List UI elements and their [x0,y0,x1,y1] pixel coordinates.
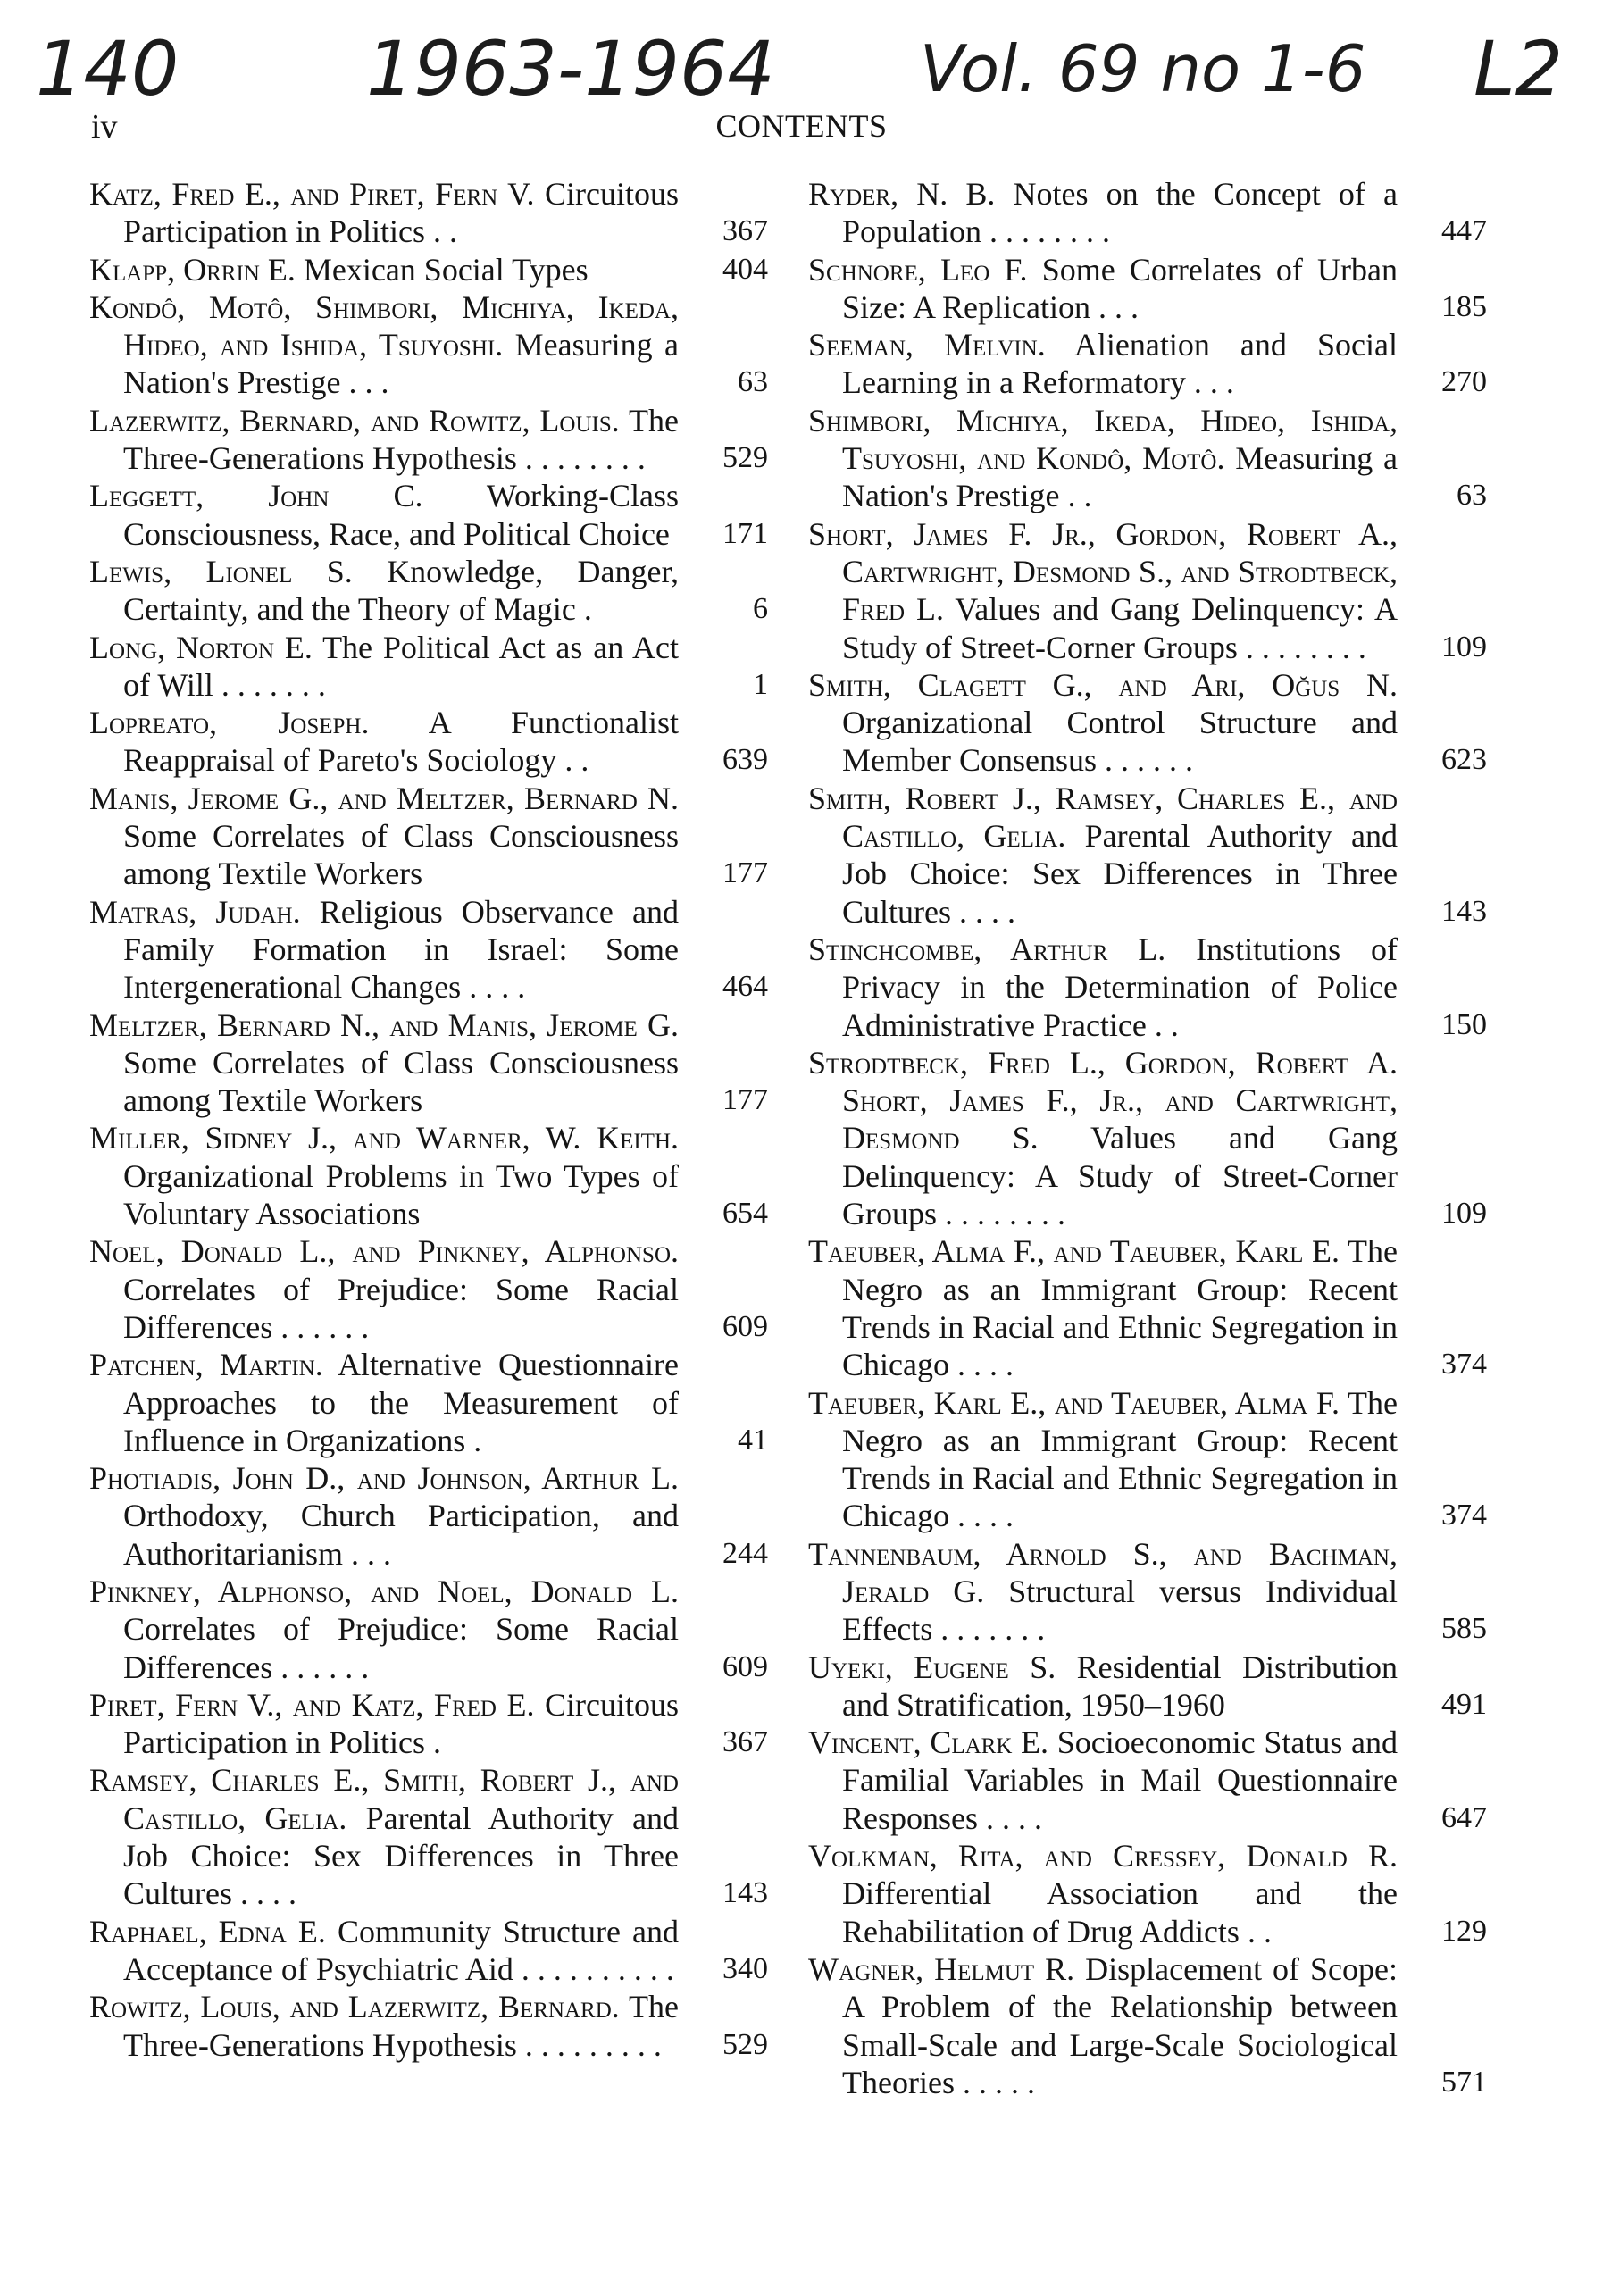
toc-entry [89,629,768,705]
entry-title: Displacement of Scope: A Problem of the Relationship between Small-Scale and Large-Scale Sociological Theories . . . . . [842,1950,1398,2100]
entry-author: Schnore, Leo F. [808,251,1028,288]
entry-title: Community Structure and Acceptance of Psychiatric Aid . . . . . . . . . . [123,1913,680,1987]
entry-title: Measuring a Nation's Prestige . . [842,440,1398,514]
entry-page-number: 654 [722,1197,768,1231]
entry-title: Orthodoxy, Church Participation, and Authoritarianism . . . [123,1498,679,1572]
entry-author: Lewis, Lionel S. [89,553,353,589]
toc-entry [89,1459,768,1573]
entry-author: Photiadis, John D., and Johnson, Arthur L. [89,1460,679,1497]
entry-author: Katz, Fred E., and Piret, Fern V. [89,176,535,212]
entry-title: Some Correlates of Class Consciousness among Textile Workers [123,818,679,892]
entry-title: Parental Authority and Job Choice: Sex Differences in Three Cultures . . . . [123,1799,679,1912]
entry-author: Ramsey, Charles E., Smith, Robert J., and Castillo, Gelia. [89,1762,679,1836]
entry-author: Taeuber, Karl E., and Taeuber, Alma F. [808,1384,1340,1421]
entry-title: A Functionalist Reappraisal of Pareto's Sociology . . [123,705,680,779]
entry-page-number: 639 [722,743,768,777]
entry-page-number: 491 [1441,1687,1487,1721]
entry-author: Manis, Jerome G., and Meltzer, Bernard N. [89,780,679,816]
entry-title: Organizational Problems in Two Types of Voluntary Associations [123,1157,679,1232]
entry-author: Strodtbeck, Fred L., Gordon, Robert A. Short, James F., Jr., and Cartwright, Desmond S. [808,1044,1398,1156]
entry-title: Socioeconomic Status and Familial Variables in Mail Questionnaire Responses . . . . [842,1724,1398,1836]
toc-entry [808,251,1487,327]
entry-author: Leggett, John C. [89,478,423,514]
entry-author: Rowitz, Louis, and Lazerwitz, Bernard. [89,1989,620,2025]
entry-author: Seeman, Melvin. [808,327,1046,363]
toc-entry [808,1384,1487,1535]
toc-entry [89,780,768,893]
entry-author: Patchen, Martin. [89,1347,323,1383]
page-heading: CONTENTS [715,108,888,144]
entry-title: Notes on the Concept of a Population . . . . . . . . [842,176,1398,250]
entry-page-number: 529 [722,441,768,475]
entry-title: Alienation and Social Learning in a Reformatory . . . [842,327,1398,401]
entry-page-number: 177 [722,1083,768,1117]
entry-page-number: 585 [1441,1612,1487,1646]
entry-page-number: 109 [1441,630,1487,664]
entry-title: Parental Authority and Job Choice: Sex Differences in Three Cultures . . . . [842,818,1398,930]
toc-entry [808,931,1487,1044]
handwritten-code: L2 [1474,25,1564,113]
entry-page-number: 109 [1441,1197,1487,1231]
entry-title: Alternative Questionnaire Approaches to the Measurement of Influence in Organizations . [123,1347,679,1458]
toc-entry [89,288,768,402]
entry-author: Klapp, Orrin E. [89,251,296,288]
toc-entry [89,1119,768,1232]
entry-author: Kondô, Motô, Shimbori, Michiya, Ikeda, Hideo, and Ishida, Tsuyoshi. [89,288,679,363]
entry-author: Raphael, Edna E. [89,1913,326,1950]
entry-page-number: 63 [1457,479,1487,513]
entry-title: The Negro as an Immigrant Group: Recent Trends in Racial and Ethnic Segregation in Chicago . . . . [842,1384,1398,1534]
entry-title: The Three-Generations Hypothesis . . . . . . . . . [123,1989,679,2063]
entry-page-number: 129 [1441,1914,1487,1948]
toc-entry [808,1950,1487,2101]
entry-title: The Political Act as an Act of Will . . . . . . . [123,629,679,703]
entry-title: The Three-Generations Hypothesis . . . . . . . . [123,402,679,477]
entry-author: Pinkney, Alphonso, and Noel, Donald L. [89,1573,679,1609]
entry-author: Short, James F. Jr., Gordon, Robert A., Cartwright, Desmond S., and Strodtbeck, Fred L. [808,515,1398,628]
handwritten-number: 140 [36,25,180,113]
entry-author: Wagner, Helmut R. [808,1950,1075,1987]
toc-entry [808,666,1487,780]
toc-entry [808,515,1487,666]
entry-title: Knowledge, Danger, Certainty, and the Theory of Magic . [123,553,680,628]
entry-title: Organizational Control Structure and Member Consensus . . . . . . [842,705,1398,779]
entry-title: Working-Class Consciousness, Race, and Political Choice [123,478,679,552]
toc-entry [89,251,768,288]
entry-author: Tannenbaum, Arnold S., and Bachman, Jerald G. [808,1535,1398,1609]
toc-entry [89,1913,768,1989]
entry-title: Some Correlates of Class Consciousness among Textile Workers [123,1044,679,1119]
entry-page-number: 150 [1441,1007,1487,1041]
entry-page-number: 171 [722,516,768,550]
entry-title: Values and Gang Delinquency: A Study of Street-Corner Groups . . . . . . . . [842,591,1398,665]
entry-author: Uyeki, Eugene S. [808,1649,1056,1685]
toc-entry [89,1006,768,1120]
entry-author: Miller, Sidney J., and Warner, W. Keith. [89,1120,679,1156]
entry-title: Institutions of Privacy in the Determination of Police Administrative Practice . . [842,931,1398,1043]
handwritten-volume: Vol. 69 no 1-6 [920,31,1366,106]
entry-page-number: 529 [722,2027,768,2061]
toc-entry [89,1761,768,1912]
entry-author: Meltzer, Bernard N., and Manis, Jerome G. [89,1006,679,1043]
entry-author: Volkman, Rita, and Cressey, Donald R. [808,1838,1398,1874]
entry-title: Circuitous Participation in Politics . . [123,176,679,250]
entry-author: Vincent, Clark E. [808,1724,1049,1761]
entry-page-number: 340 [722,1951,768,1985]
toc-entry [808,326,1487,402]
entry-page-number: 270 [1441,365,1487,399]
page-roman-numeral: iv [91,108,118,146]
entry-author: Long, Norton E. [89,629,313,665]
right-column [808,175,1487,2101]
entry-author: Smith, Clagett G., and Ari, Oğus N. [808,666,1398,703]
toc-entry [808,1535,1487,1649]
toc-entry [89,553,768,629]
entry-author: Shimbori, Michiya, Ikeda, Hideo, Ishida, Tsuyoshi, and Kondô, Motô. [808,402,1398,477]
entry-title: Religious Observance and Family Formation in Israel: Some Intergenerational Changes . . . . [123,893,679,1006]
entry-title: Mexican Social Types [303,251,589,288]
entry-page-number: 609 [722,1309,768,1343]
toc-entry [89,1232,768,1346]
toc-entry [89,704,768,780]
entry-title: Circuitous Participation in Politics . [123,1686,679,1761]
toc-entry [808,1724,1487,1837]
toc-entry [89,402,768,478]
entry-page-number: 143 [1441,894,1487,928]
entry-page-number: 177 [722,856,768,890]
toc-entry [89,1988,768,2064]
entry-page-number: 447 [1441,214,1487,248]
entry-page-number: 374 [1441,1348,1487,1382]
entry-page-number: 367 [722,214,768,248]
entry-page-number: 571 [1441,2065,1487,2099]
entry-page-number: 623 [1441,743,1487,777]
entry-page-number: 647 [1441,1800,1487,1834]
toc-entry [808,175,1487,251]
toc-entry [89,893,768,1006]
toc-entry [808,780,1487,931]
entry-page-number: 404 [722,252,768,286]
entry-title: Measuring a Nation's Prestige . . . [123,327,679,401]
toc-entry [89,1686,768,1762]
handwritten-annotation [36,20,1564,118]
entry-page-number: 185 [1441,289,1487,323]
entry-author: Piret, Fern V., and Katz, Fred E. [89,1686,535,1723]
entry-page-number: 374 [1441,1499,1487,1532]
entry-title: Some Correlates of Urban Size: A Replication . . . [842,251,1398,325]
toc-entry [808,1232,1487,1383]
toc-entry [808,402,1487,515]
entry-title: Structural versus Individual Effects . . . . . . . [842,1573,1398,1648]
entry-title: Differential Association and the Rehabilitation of Drug Addicts . . [842,1875,1398,1950]
entry-title: The Negro as an Immigrant Group: Recent Trends in Racial and Ethnic Segregation in Chicago . . . . [842,1233,1398,1383]
entry-page-number: 63 [738,365,768,399]
toc-entry [808,1649,1487,1724]
entry-title: Correlates of Prejudice: Some Racial Differences . . . . . . [123,1271,679,1345]
entry-title: Residential Distribution and Stratification, 1950–1960 [842,1649,1398,1723]
entry-page-number: 244 [722,1536,768,1570]
entry-title: Correlates of Prejudice: Some Racial Differences . . . . . . [123,1611,679,1685]
entry-author: Taeuber, Alma F., and Taeuber, Karl E. [808,1233,1340,1270]
toc-entry [89,477,768,553]
toc-entry [89,1346,768,1459]
toc-entry [89,1573,768,1686]
entry-page-number: 143 [722,1876,768,1910]
entry-author: Ryder, N. B. [808,176,996,212]
toc-entry [808,1044,1487,1232]
entry-page-number: 464 [722,970,768,1004]
handwritten-years: 1963-1964 [366,25,775,113]
entry-author: Lopreato, Joseph. [89,705,370,741]
entry-author: Lazerwitz, Bernard, and Rowitz, Louis. [89,402,620,438]
entry-title: Values and Gang Delinquency: A Study of Street-Corner Groups . . . . . . . . [842,1120,1398,1232]
entry-author: Smith, Robert J., Ramsey, Charles E., and Castillo, Gelia. [808,780,1398,855]
toc-entry [808,1837,1487,1950]
entry-author: Matras, Judah. [89,893,301,930]
entry-page-number: 1 [753,667,768,701]
entry-page-number: 6 [753,592,768,626]
left-column [89,175,768,2064]
entry-author: Stinchcombe, Arthur L. [808,931,1166,967]
entry-page-number: 41 [738,1423,768,1457]
entry-page-number: 609 [722,1649,768,1683]
entry-author: Noel, Donald L., and Pinkney, Alphonso. [89,1233,679,1270]
toc-entry [89,175,768,251]
entry-page-number: 367 [722,1725,768,1759]
